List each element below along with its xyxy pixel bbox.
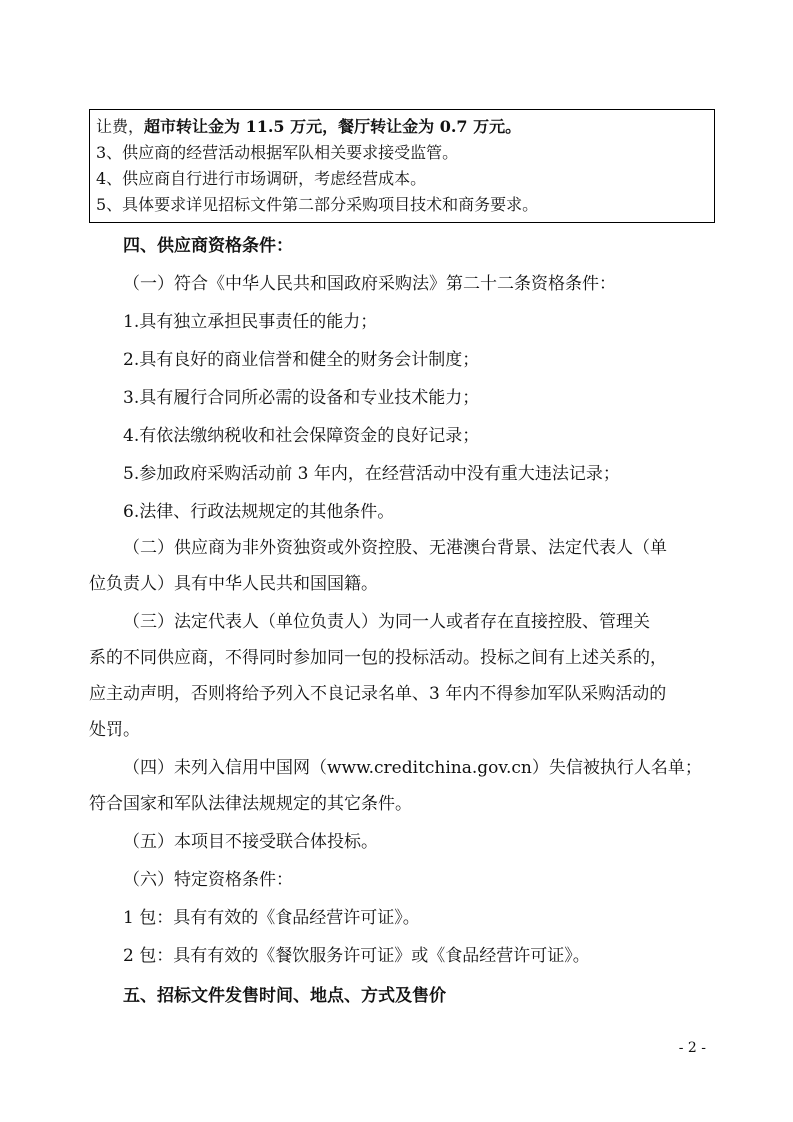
condition-3-line-3: 应主动声明，否则将给予列入不良记录名单、3 年内不得参加军队采购活动的	[89, 684, 667, 704]
box-line-1-bold: 超市转让金为 11.5 万元，餐厅转让金为 0.7 万元。	[144, 117, 522, 136]
condition-2-line-1: （二）供应商为非外资独资或外资控股、无港澳台背景、法定代表人（单	[123, 538, 667, 558]
condition-item-1: 1.具有独立承担民事责任的能力；	[123, 312, 378, 332]
condition-5: （五）本项目不接受联合体投标。	[123, 832, 378, 852]
condition-6: （六）特定资格条件：	[123, 870, 293, 890]
box-line-4: 5、具体要求详见招标文件第二部分采购项目技术和商务要求。	[96, 195, 539, 214]
section-4-heading: 四、供应商资格条件：	[123, 236, 293, 256]
condition-4-line-2: 符合国家和军队法律法规规定的其它条件。	[89, 794, 412, 814]
condition-item-4: 4.有依法缴纳税收和社会保障资金的良好记录；	[123, 426, 480, 446]
condition-3-line-1: （三）法定代表人（单位负责人）为同一人或者存在直接控股、管理关	[123, 612, 650, 632]
condition-item-5: 5.参加政府采购活动前 3 年内，在经营活动中没有重大违法记录；	[123, 464, 620, 484]
condition-3-line-2: 系的不同供应商，不得同时参加同一包的投标活动。投标之间有上述关系的，	[89, 648, 667, 668]
condition-2-line-2: 位负责人）具有中华人民共和国国籍。	[89, 574, 378, 594]
box-line-1-plain: 让费，	[96, 117, 145, 136]
bordered-text-box	[89, 109, 715, 223]
package-1-requirement: 1 包：具有有效的《食品经营许可证》。	[123, 908, 420, 928]
condition-item-6: 6.法律、行政法规规定的其他条件。	[123, 502, 395, 522]
box-line-2: 3、供应商的经营活动根据军队相关要求接受监管。	[96, 143, 459, 162]
box-line-1	[96, 114, 708, 140]
condition-4-line-1: （四）未列入信用中国网（www.creditchina.gov.cn）失信被执行人名单；	[123, 758, 702, 778]
condition-item-3: 3.具有履行合同所必需的设备和专业技术能力；	[123, 388, 480, 408]
condition-1-intro: （一）符合《中华人民共和国政府采购法》第二十二条资格条件：	[123, 274, 616, 294]
condition-3-line-4: 处罚。	[89, 720, 140, 740]
page-number: - 2 -	[678, 1040, 706, 1056]
section-5-heading: 五、招标文件发售时间、地点、方式及售价	[123, 986, 446, 1006]
package-2-requirement: 2 包：具有有效的《餐饮服务许可证》或《食品经营许可证》。	[123, 946, 590, 966]
condition-item-2: 2.具有良好的商业信誉和健全的财务会计制度；	[123, 350, 480, 370]
box-line-3: 4、供应商自行进行市场调研，考虑经营成本。	[96, 169, 427, 188]
